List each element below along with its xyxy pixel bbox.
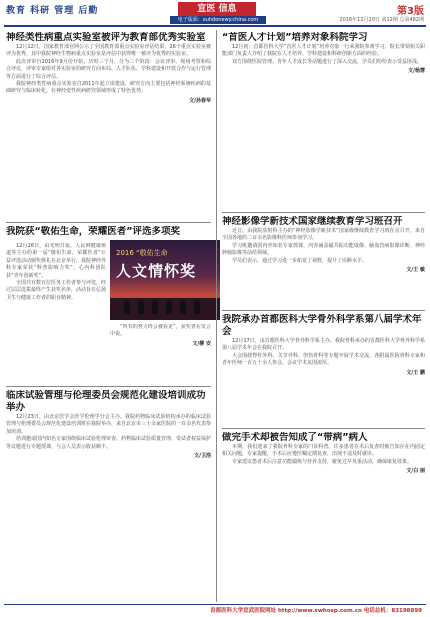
divider (222, 428, 425, 429)
article-title: 神经影像学新技术国家继续教育学习班召开 (222, 216, 403, 227)
article-title: 我院承办首都医科大学骨外科学系第八届学术年会 (222, 314, 422, 337)
page-header (0, 0, 430, 26)
article-paragraph: 此次评审自2016年9月份开始，历时三个月，分为三个阶段：会议评审、现场考察和综合评议，评审专家组对各实验室的研究方向布局、人才队伍、学科建设和开放合作与运行管理等方面进行了综合评估。 (6, 58, 211, 80)
article-title: 神经类性病重点实验室被评为教育部优秀实验室 (6, 32, 206, 43)
masthead-logo-text: 宣医 信息 (197, 4, 237, 14)
article-ethics (6, 390, 211, 602)
photo-figure (152, 300, 158, 314)
article-paragraph: “所有的努力终会被看见”，获奖者在发言中说。 (110, 324, 211, 338)
article-byline: 文/杨慧 (408, 68, 425, 75)
article-award-cont (110, 324, 211, 384)
article-paragraph: 培训邀请国内知名专家围绕临床试验伦理审查、药物临床试验质量管理、受试者权益保护等议题进行专题授课，与会人员表示收获颇丰。 (6, 436, 211, 450)
article-paragraph: 12月23日，由北京医学会医学伦理学分会主办、我院药物临床试验机构承办的临床试验管理与伦理委员会规范化建设培训班在我院举办，来自北京市三十余家医院的一百余名代表参加培训。 (6, 414, 211, 435)
photo-figure (194, 300, 200, 314)
article-byline: 文/柳 安 (192, 340, 211, 347)
masthead-logo (178, 2, 256, 16)
photo-figure (180, 300, 186, 314)
article-column (222, 432, 425, 602)
article-paragraph: 近日，由我院放射科主办的“神经影像学新技术”国家级继续教育学习班在京召开，来自全国各地的二百余名影像科医师参加学习。 (222, 228, 425, 242)
divider (222, 212, 425, 213)
article-paragraph: 12月17日，由首都医科大学骨外科学系主办、我院骨科承办的首都医科大学骨外科学系第八届学术年会在我院召开。 (222, 338, 425, 352)
page-number: 第3版 (397, 6, 424, 17)
article-talent (222, 32, 425, 210)
article-title: 我院获“敬佑生命，荣耀医者”评选多项奖 (6, 226, 180, 237)
footer-text: 首都医科大学宣武医院网址 http://www.xwhosp.com.cn 电话总机：83198899 (210, 608, 422, 614)
article-orthopedics (222, 314, 425, 426)
article-paragraph: 大会围绕脊柱外科、关节外科、创伤骨科等专题开展学术交流，各附属医院骨科专家和青年医师一百五十余人参会，会议学术氛围浓厚。 (222, 352, 425, 367)
article-byline: 文/王 鹏 (406, 369, 425, 376)
article-paragraph: 本期，我们迎来了我院骨科专家的门诊科普。许多患者在术后复查时被告知存在内固定相关问题，专家提醒，手术后应遵医嘱定期复查，出现不适及时就诊。 (222, 444, 425, 458)
column-divider (216, 30, 217, 602)
photo-figure (124, 300, 130, 314)
article-imaging (222, 216, 425, 308)
article-paragraph: 12月初，首都医科大学“首医人才计划”培养对象一行来我院参观学习，院长带领相关职能部门负责人介绍了我院在人才培养、学科建设和科研创新方面的经验。 (222, 44, 425, 58)
article-paragraph: 学习班邀请国内外知名专家授课，内容涵盖磁共振功能成像、脑血管病影像诊断、神经肿瘤影像等前沿领域。 (222, 242, 425, 257)
article-title: 做完手术却被告知成了“带病”病人 (222, 432, 368, 443)
issue-date: 2016年12月20日 第12期 总第482期 (339, 17, 424, 23)
article-paragraph: 全国共有数百位医务工作者参与评选，经过层层选拔最终产生获奖名单，活动旨在弘扬卫生与健康工作者的职业精神。 (6, 280, 106, 301)
article-paragraph: 12月12日，国家教育部官网公示了全国教育部重点实验室评估结果，26个重点实验室被评为优秀，其中我院神经生物病重点实验室是评估中获得唯一被评为优秀的实验室。 (6, 44, 211, 58)
award-photo (110, 240, 220, 320)
article-paragraph: 学员们表示，通过学习进一步拓宽了视野，提升了诊断水平。 (232, 257, 368, 264)
divider (222, 310, 425, 311)
photo-caption-top: 2016 “敬佑生命 (116, 249, 168, 257)
page-footer (4, 604, 426, 615)
article-byline: 文/孙春华 (189, 97, 211, 104)
article-byline: 文/白 丽 (406, 468, 425, 475)
section-title: 教育 科研 管理 后勤 (6, 6, 99, 16)
article-title: “首医人才计划”培养对象科院学习 (222, 32, 368, 43)
article-lab (6, 32, 211, 222)
article-award-body (6, 243, 106, 381)
photo-figure (166, 300, 172, 314)
photo-caption-main: 人文情怀奖 (116, 262, 197, 280)
divider (6, 386, 211, 387)
article-byline: 文/卫浩 (194, 453, 211, 460)
article-paragraph: 12月26日，由光明日报、人民网健康频道等主办的第一届“敬佑生命，荣耀医者”公益评选活动颁奖典礼在北京举行，我院神经外科专家荣获“科普影响力奖”，心内科团队获“青年创新奖”。 (6, 243, 106, 279)
article-paragraph: 专家建议患者术后注意功能锻炼与营养支持，避免过早负重活动，确保康复效果。 (232, 458, 413, 465)
photo-figure (138, 300, 144, 314)
article-paragraph: 我院神经类性病重点实验室自2011年起立项建设，研究方向主要包括神经系统疾病的基础研究与临床转化，在神经变性疾病研究领域形成了特色优势。 (6, 81, 211, 95)
divider (6, 222, 211, 223)
article-title: 临床试验管理与伦理委员会规范化建设培训成功举办 (6, 390, 206, 413)
article-paragraph: 双方围绕医院管理、青年人才成长等话题进行了深入交流，学员们纷纷表示受益匪浅。 (232, 58, 423, 65)
article-byline: 文/王 敏 (406, 267, 425, 274)
header-rule (4, 25, 426, 27)
masthead-subtitle: 电子版面：xuhdonewy.china.com (170, 16, 266, 24)
